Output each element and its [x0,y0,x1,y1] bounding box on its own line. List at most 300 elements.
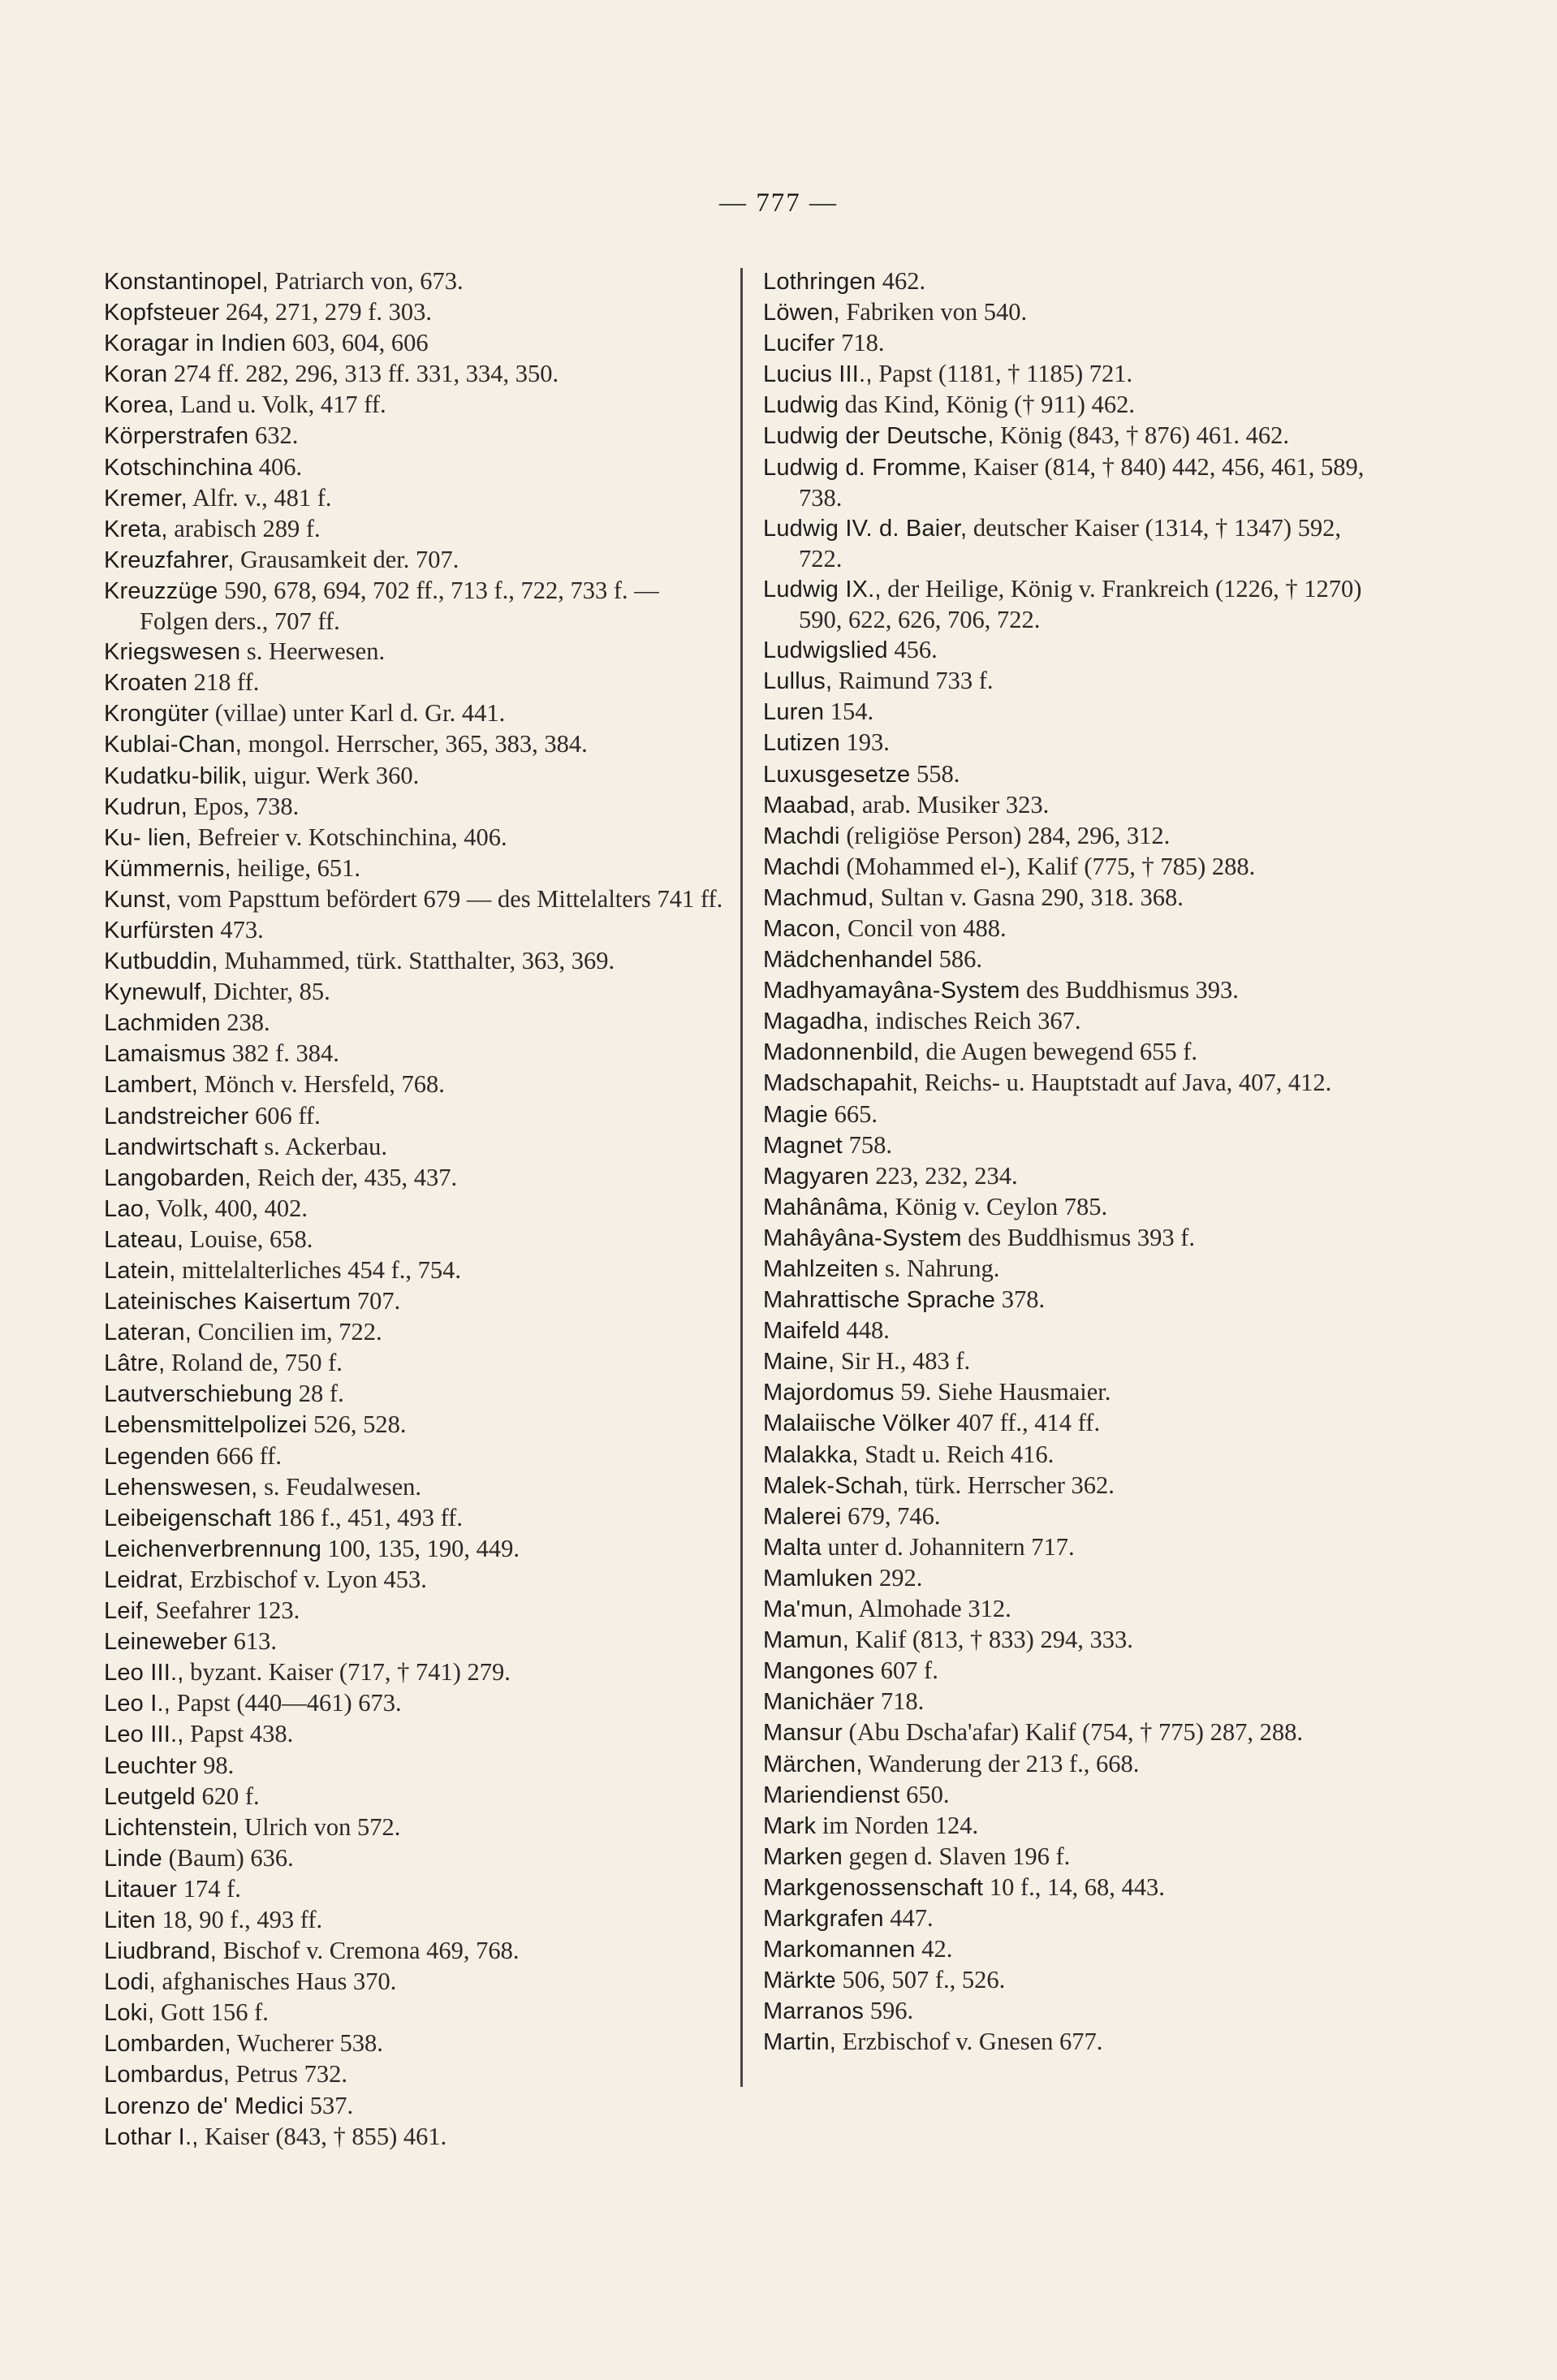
index-entry [104,761,729,792]
index-entry [104,1503,729,1534]
index-entry [104,1069,729,1100]
entry-references: Fabriken von 540. [839,298,1028,326]
entry-heading: Mamun, [763,1627,849,1654]
index-entry [104,1596,729,1626]
entry-heading: Lateau, [104,1226,184,1253]
index-entry [104,853,729,884]
entry-references: Kalif (813, † 833) 294, 333. [848,1626,1133,1654]
entry-heading: Macon, [763,915,842,942]
entry-references: 448. [839,1316,890,1345]
index-entry [763,359,1388,390]
entry-heading: Langobarden, [104,1164,252,1191]
entry-heading: Leibeigenschaft [104,1505,272,1531]
entry-references: 382 f. 384. [226,1039,339,1068]
entry-heading: Malaiische Völker [763,1410,951,1437]
entry-heading: Madschapahit, [763,1070,919,1097]
index-entry [104,1039,729,1069]
entry-heading: Konstantinopel, [104,269,269,295]
entry-heading: Ku- lien, [104,824,192,851]
index-entry [763,852,1388,883]
entry-heading: Koran [104,361,168,388]
entry-references: Patriarch von, 673. [268,267,464,295]
index-entry [104,421,729,451]
entry-references: 718. [835,329,885,357]
entry-references: Ulrich von 572. [238,1812,401,1841]
entry-references: vom Papsttum befördert 679 — des Mittelalters 741 ff. [171,884,723,913]
entry-references: 98. [196,1751,235,1779]
entry-heading: Markomannen [763,1937,916,1963]
index-entry [763,821,1388,852]
index-entry [763,1996,1388,2027]
entry-references: 28 f. [292,1380,344,1408]
entry-heading: Lullus, [763,668,833,695]
index-entry [763,1656,1388,1687]
entry-references: byzant. Kaiser (717, † 741) 279. [183,1658,511,1687]
entry-heading: Malta [763,1534,822,1561]
index-entry [763,635,1388,666]
index-entry [763,1563,1388,1594]
entry-heading: Koragar in Indien [104,330,287,357]
entry-heading: Korea, [104,392,175,419]
index-entry [104,946,729,977]
entry-heading: Maifeld [763,1318,840,1345]
entry-heading: Landwirtschaft [104,1134,258,1160]
entry-references: 274 ff. 282, 296, 313 ff. 331, 334, 350. [167,360,559,388]
entry-references: Papst (440—461) 673. [170,1689,402,1717]
entry-heading: Kreuzfahrer, [104,546,235,573]
index-entry [763,1842,1388,1872]
entry-references: (Baum) 636. [162,1843,294,1872]
index-entry [104,1688,729,1719]
entry-references: 666 ff. [209,1441,283,1470]
index-entry [104,884,729,915]
entry-heading: Malek-Schah, [763,1472,909,1499]
entry-references: 613. [226,1627,277,1656]
entry-heading: Kurfürsten [104,917,214,944]
index-entry [763,1471,1388,1501]
entry-heading: Madhyamayâna-System [763,978,1020,1004]
entry-references: Mönch v. Hersfeld, 768. [198,1070,445,1099]
index-entry [763,297,1388,328]
index-entry [763,574,1388,635]
entry-references: Roland de, 750 f. [165,1349,343,1377]
entry-heading: Löwen, [763,300,840,326]
entry-references: Grausamkeit der. 707. [234,545,459,573]
entry-references: Papst (1181, † 1185) 721. [872,360,1133,388]
index-entry [104,1626,729,1657]
entry-heading: Leuchter [104,1752,197,1779]
entry-references: 603, 604, 606 [286,329,429,357]
index-entry [104,1565,729,1596]
entry-heading: Landstreicher [104,1103,249,1130]
entry-references: 59. Siehe Hausmaier. [894,1378,1111,1406]
index-entry [763,1780,1388,1811]
entry-heading: Mariendienst [763,1782,900,1808]
column-divider [740,268,743,2087]
entry-references: Sultan v. Gasna 290, 318. 368. [874,883,1184,911]
entry-heading: Lachmiden [104,1010,221,1037]
entry-references: 473. [213,915,264,944]
index-entry [104,977,729,1008]
entry-references: Land u. Volk, 417 ff. [174,391,386,419]
entry-heading: Kudrun, [104,793,188,820]
entry-references: arabisch 289 f. [167,514,321,542]
entry-references: 154. [824,698,874,726]
index-entry [104,1936,729,1967]
entry-heading: Lichtenstein, [104,1814,239,1841]
index-entry [104,1441,729,1472]
index-entry [104,1843,729,1874]
index-entry [763,728,1388,758]
entry-references: 650. [899,1780,950,1808]
entry-references: 558. [910,759,960,788]
index-entry [104,2091,729,2122]
index-entry [104,915,729,946]
entry-heading: Ludwig der Deutsche, [763,423,994,450]
entry-references: der Heilige, König v. Frankreich (1226, † 1270) 590, 622, 626, 706, 722. [799,574,1362,634]
entry-references: Wanderung der 213 f., 668. [862,1749,1140,1777]
entry-references: 506, 507 f., 526. [835,1966,1006,1994]
entry-references: Seefahrer 123. [149,1596,300,1625]
entry-references: 10 f., 14, 68, 443. [983,1872,1165,1901]
index-entry [763,1099,1388,1130]
entry-references: (Mohammed el-), Kalif (775, † 785) 288. [839,852,1256,880]
index-entry [104,1348,729,1379]
entry-heading: Kotschinchina [104,454,253,481]
index-entry [763,2027,1388,2058]
entry-references: 292. [873,1563,923,1592]
entry-references: heilige, 651. [231,853,360,882]
index-entry [104,1225,729,1255]
index-entry [763,1192,1388,1223]
entry-heading: Märchen, [763,1751,863,1777]
entry-heading: Lombarden, [104,2031,231,2058]
index-entry [763,266,1388,297]
index-entry [104,1534,729,1565]
index-entry [104,1132,729,1163]
entry-references: Sir H., 483 f. [835,1347,971,1376]
entry-heading: Lautverschiebung [104,1381,293,1408]
entry-references: mittelalterliches 454 f., 754. [175,1256,461,1284]
index-entry [104,1194,729,1225]
entry-heading: Marken [763,1843,843,1870]
entry-heading: Latein, [104,1258,176,1284]
entry-references: Befreier v. Kotschinchina, 406. [192,823,507,851]
entry-heading: Kutbuddin, [104,948,218,975]
entry-references: 223, 232, 234. [869,1161,1018,1190]
entry-heading: Lucius III., [763,361,873,388]
page-number: — 777 — [719,188,838,218]
entry-heading: Mahlzeiten [763,1256,879,1282]
entry-references: deutscher Kaiser (1314, † 1347) 592, 722. [799,513,1341,572]
entry-heading: Majordomus [763,1380,895,1406]
index-entry [104,328,729,359]
index-entry [104,1317,729,1348]
entry-heading: Ludwig IV. d. Baier, [763,515,968,542]
entry-references: s. Ackerbau. [257,1132,388,1160]
index-entry [104,1101,729,1132]
entry-references: 100, 135, 190, 449. [321,1534,520,1562]
entry-references: Raimund 733 f. [832,667,994,695]
entry-references: 537. [304,2091,354,2119]
entry-heading: Machmud, [763,884,874,911]
entry-heading: Mädchenhandel [763,947,933,974]
index-entry [104,483,729,514]
entry-heading: Lateinisches Kaisertum [104,1289,352,1315]
index-entry [763,1717,1388,1748]
index-entry [104,2028,729,2059]
index-entry [763,1161,1388,1192]
entry-heading: Maabad, [763,792,856,819]
entry-heading: Kunst, [104,886,172,913]
index-entry [104,545,729,576]
index-entry [763,328,1388,359]
index-entry [763,1223,1388,1254]
entry-references: s. Heerwesen. [240,637,386,666]
index-entry [763,1934,1388,1965]
index-entry [763,975,1388,1006]
entry-heading: Luxusgesetze [763,761,911,788]
entry-heading: Lebensmittelpolizei [104,1412,308,1439]
entry-heading: Kriegswesen [104,639,241,666]
index-entry [763,1377,1388,1408]
index-entry [763,914,1388,944]
entry-heading: Kreuzzüge [104,577,218,604]
entry-references: Volk, 400, 402. [150,1194,308,1222]
index-entry [763,1285,1388,1315]
entry-references: Stadt u. Reich 416. [858,1440,1055,1468]
index-entry [104,1812,729,1843]
entry-heading: Leichenverbrennung [104,1536,322,1562]
index-entry [104,514,729,545]
entry-heading: Lao, [104,1195,151,1222]
entry-heading: Lothar I., [104,2123,199,2150]
entry-references: König (843, † 876) 461. 462. [994,421,1289,450]
index-entry [763,1594,1388,1625]
index-entry [104,1874,729,1905]
entry-heading: Lambert, [104,1072,199,1099]
entry-references: Concil von 488. [841,914,1007,942]
entry-heading: Lâtre, [104,1350,166,1377]
entry-heading: Kynewulf, [104,979,208,1006]
index-entry [763,759,1388,790]
index-entry [763,944,1388,975]
entry-heading: Leif, [104,1598,149,1625]
entry-heading: Kublai-Chan, [104,732,243,758]
index-entry [763,1811,1388,1842]
index-entry [763,390,1388,421]
index-entry [104,1255,729,1286]
index-entry [763,1965,1388,1996]
entry-heading: Lateran, [104,1320,192,1346]
entry-references: des Buddhismus 393. [1020,976,1239,1004]
index-entry [763,697,1388,728]
entry-heading: Lombardus, [104,2062,231,2088]
index-entry [763,452,1388,513]
entry-references: Muhammed, türk. Statthalter, 363, 369. [218,947,615,975]
index-entry [104,576,729,637]
index-entry [763,1346,1388,1377]
entry-heading: Leo III., [104,1660,184,1687]
entry-references: das Kind, König († 911) 462. [839,391,1135,419]
index-entry [763,1625,1388,1656]
entry-references: (Abu Dscha'afar) Kalif (754, † 775) 287, 288. [842,1718,1303,1747]
entry-references: Gott 156 f. [154,1998,269,2027]
entry-references: Kaiser (843, † 855) 461. [198,2122,447,2150]
entry-references: gegen d. Slaven 196 f. [842,1842,1071,1870]
entry-references: des Buddhismus 393 f. [961,1223,1195,1251]
index-entry [104,297,729,328]
index-entry [104,2059,729,2090]
entry-references: 707. [351,1287,401,1315]
entry-references: unter d. Johannitern 717. [821,1532,1075,1561]
entry-references: Concilien im, 722. [192,1318,382,1346]
index-entry [104,1719,729,1750]
entry-references: 447. [883,1903,934,1932]
entry-references: 42. [915,1935,953,1963]
entry-references: 264, 271, 279 f. 303. [219,298,433,326]
entry-references: afghanisches Haus 370. [155,1967,397,1996]
entry-references: Wucherer 538. [231,2029,383,2058]
entry-references: 218 ff. [187,668,260,697]
entry-heading: Mahrattische Sprache [763,1287,996,1314]
entry-heading: Malerei [763,1503,842,1530]
entry-heading: Leo I., [104,1691,171,1717]
index-entry [104,698,729,729]
index-entry [763,1872,1388,1903]
entry-references: 406. [252,452,303,481]
entry-references: indisches Reich 367. [869,1007,1081,1035]
index-column-right [763,266,1388,2058]
index-entry [104,1379,729,1410]
index-entry [104,1905,729,1936]
index-entry [763,666,1388,697]
entry-heading: Leutgeld [104,1783,196,1810]
entry-heading: Martin, [763,2029,837,2056]
entry-references: Reichs- u. Hauptstadt auf Java, 407, 412. [918,1069,1332,1097]
entry-references: Bischof v. Cremona 469, 768. [217,1937,520,1965]
index-entry [763,1903,1388,1934]
entry-heading: Litauer [104,1876,178,1903]
entry-references: Alfr. v., 481 f. [187,483,332,512]
entry-references: im Norden 124. [816,1811,979,1839]
entry-heading: Markgrafen [763,1905,884,1932]
entry-heading: Lodi, [104,1969,156,1996]
entry-references: 607 f. [874,1656,938,1685]
entry-heading: Körperstrafen [104,423,249,450]
index-entry [104,1410,729,1441]
entry-references: Epos, 738. [187,792,300,820]
entry-references: 456. [887,636,938,664]
entry-references: s. Feudalwesen. [257,1472,422,1501]
entry-references: 378. [995,1285,1046,1314]
entry-heading: Mahâyâna-System [763,1225,962,1251]
entry-heading: Lutizen [763,730,840,757]
index-entry [763,513,1388,574]
index-column-left [104,266,729,2153]
entry-heading: Madonnenbild, [763,1039,920,1066]
entry-references: 174 f. [177,1874,241,1903]
entry-references: Louise, 658. [183,1225,313,1253]
entry-heading: Magadha, [763,1009,869,1035]
index-entry [763,1501,1388,1532]
index-entry [763,1408,1388,1439]
entry-heading: Lorenzo de' Medici [104,2093,304,2119]
entry-references: die Augen bewegend 655 f. [919,1038,1198,1066]
index-entry [104,729,729,760]
entry-heading: Kreta, [104,516,168,542]
entry-references: Erzbischof v. Gnesen 677. [836,2028,1103,2056]
index-entry [104,359,729,390]
index-entry [104,1008,729,1039]
entry-heading: Kümmernis, [104,855,231,882]
index-entry [104,452,729,483]
entry-references: 620 f. [195,1782,260,1810]
entry-heading: Lucifer [763,330,835,357]
entry-heading: Mark [763,1812,817,1839]
index-entry [104,1472,729,1503]
entry-references: 758. [842,1130,892,1159]
entry-heading: Machdi [763,853,840,880]
entry-heading: Leineweber [104,1629,227,1656]
index-entry [763,1749,1388,1780]
entry-references: 193. [839,728,890,757]
index-entry [104,1286,729,1317]
index-entry [104,667,729,698]
index-entry [763,1037,1388,1068]
index-entry [104,2122,729,2153]
entry-heading: Manichäer [763,1689,875,1716]
entry-heading: Mahânâma, [763,1194,889,1220]
entry-references: Petrus 732. [230,2060,348,2088]
index-entry [104,1163,729,1194]
entry-references: mongol. Herrscher, 365, 383, 384. [242,730,588,758]
entry-heading: Kremer, [104,485,188,512]
entry-heading: Kudatku-bilik, [104,762,248,789]
index-entry [763,421,1388,451]
entry-heading: Krongüter [104,701,209,728]
index-entry [104,390,729,421]
entry-heading: Magie [763,1101,828,1128]
entry-heading: Ludwig IX., [763,576,882,603]
index-entry [104,823,729,853]
entry-references: 526, 528. [307,1410,407,1439]
entry-references: Papst 438. [183,1720,294,1748]
entry-heading: Kroaten [104,670,188,697]
index-entry [763,1130,1388,1161]
entry-references: Erzbischof v. Lyon 453. [183,1565,427,1593]
entry-references: 407 ff., 414 ff. [950,1409,1101,1437]
entry-heading: Märkte [763,1967,836,1994]
entry-heading: Linde [104,1845,162,1872]
entry-heading: Lehenswesen, [104,1474,258,1501]
entry-heading: Ludwigslied [763,637,888,664]
index-entry [763,1532,1388,1563]
entry-heading: Markgenossenschaft [763,1874,984,1901]
entry-references: 596. [864,1997,914,2025]
index-entry [104,1782,729,1812]
entry-heading: Kopfsteuer [104,300,220,326]
index-entry [104,1657,729,1688]
entry-heading: Loki, [104,2000,155,2027]
index-entry [763,790,1388,821]
entry-heading: Ludwig d. Fromme, [763,454,968,481]
entry-references: 18, 90 f., 493 ff. [155,1905,323,1933]
entry-references: 606 ff. [248,1101,321,1130]
entry-heading: Mansur [763,1720,843,1747]
index-entry [104,1751,729,1782]
index-entry [763,1440,1388,1471]
